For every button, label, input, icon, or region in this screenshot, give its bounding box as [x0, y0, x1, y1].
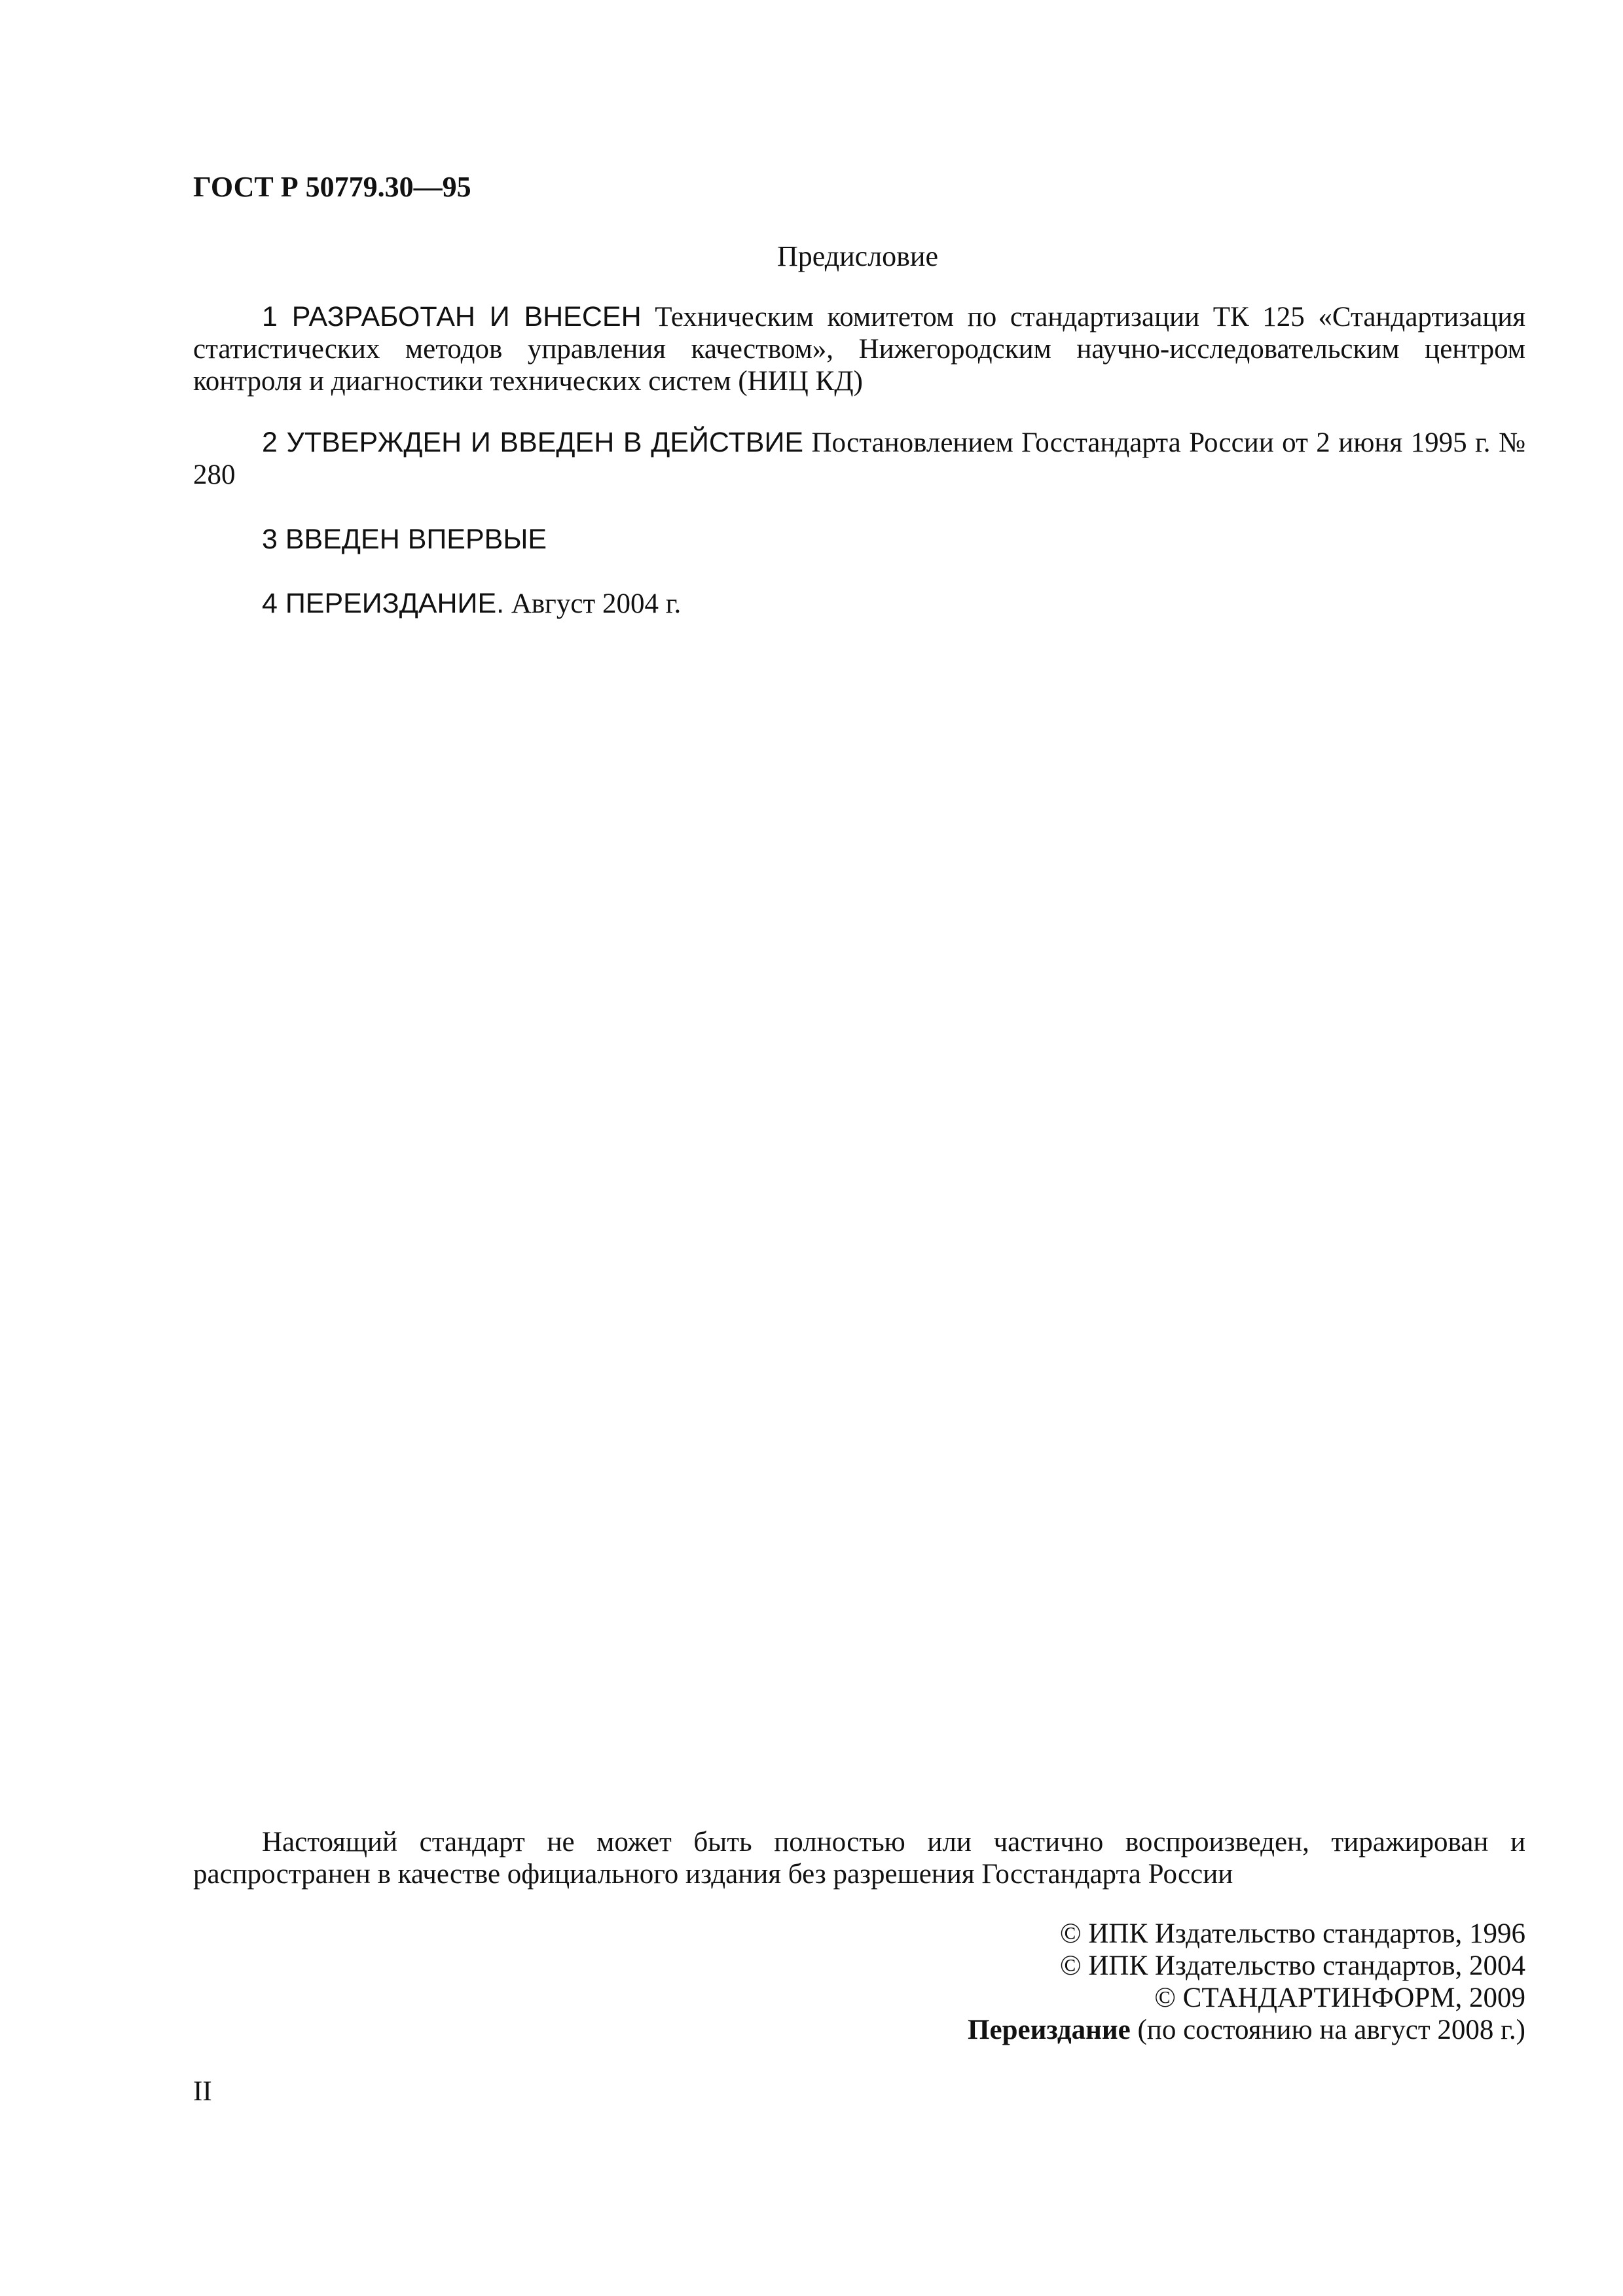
copyright-line-3: © СТАНДАРТИНФОРМ, 2009	[1154, 1982, 1525, 2013]
page-number: II	[193, 2076, 212, 2107]
preface-item-2	[193, 427, 1525, 491]
preface-item-2-lead: 2 УТВЕРЖДЕН И ВВЕДЕН В ДЕЙСТВИЕ	[262, 427, 804, 458]
copyright-block	[968, 1918, 1525, 2046]
reproduction-notice-text: Настоящий стандарт не может быть полностью или частично воспроизведен, тиражирован и распространен в качестве официального издания без разрешения Госстандарта России	[193, 1827, 1525, 1890]
preface-item-4-lead: 4 ПЕРЕИЗДАНИЕ.	[262, 588, 505, 619]
preface-item-2-text: Постановлением Госстандарта России от 2 июня 1995 г. № 280	[193, 427, 1525, 490]
copyright-line-2: © ИПК Издательство стандартов, 2004	[1059, 1950, 1525, 1981]
reissue-label: Переиздание	[968, 2015, 1131, 2045]
preface-item-4-text: Август 2004 г.	[504, 588, 682, 619]
preface-item-1-text: Техническим комитетом по стандартизации ТК 125 «Стандартизация статистических методов управления качеством», Нижегородским научно-исследовательским центром контроля и диагностики технических систем (НИЦ КД)	[193, 302, 1526, 397]
reissue-line	[968, 2014, 1525, 2046]
preface-title: Предисловие	[777, 240, 938, 272]
preface-item-1	[193, 301, 1525, 397]
preface-item-3	[193, 524, 1525, 556]
preface-item-1-lead: 1 РАЗРАБОТАН И ВНЕСЕН	[262, 301, 642, 332]
copyright-line-1: © ИПК Издательство стандартов, 1996	[1059, 1918, 1525, 1949]
document-code: ГОСТ Р 50779.30—95	[193, 171, 471, 203]
preface-item-4	[193, 588, 1525, 620]
reproduction-notice	[193, 1826, 1525, 1890]
reissue-text: (по состоянию на август 2008 г.)	[1130, 2015, 1525, 2045]
preface-item-3-lead: 3 ВВЕДЕН ВПЕРВЫЕ	[262, 524, 547, 555]
